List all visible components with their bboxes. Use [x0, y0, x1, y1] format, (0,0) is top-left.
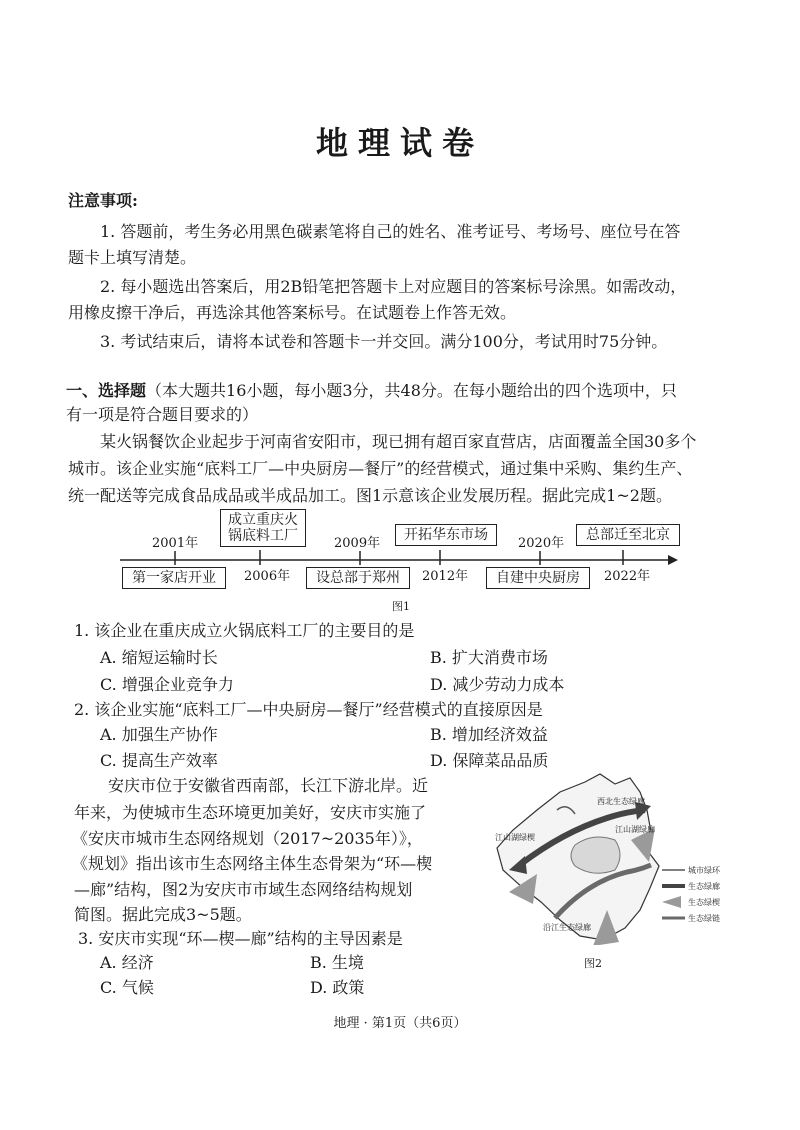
page-footer: 地理 · 第1页（共6页）: [333, 1016, 467, 1031]
legend-eco-wedge: 生态绿楔: [688, 898, 720, 907]
question-3-option-c: C. 气候: [100, 978, 154, 997]
section-description: （本大题共16小题，每小题3分，共48分。在每小题给出的四个选项中，只: [146, 381, 677, 400]
passage-1-line-1: 某火锅餐饮企业起步于河南省安阳市，现已拥有超百家直营店，店面覆盖全国30多个: [100, 432, 697, 451]
event-chongqing-factory: [220, 509, 306, 547]
question-3-option-b: B. 生境: [310, 953, 364, 972]
year-2009: 2009年: [334, 536, 381, 551]
map-label-center: 江山湖绿廊: [615, 825, 655, 834]
figure-1-timeline: [110, 505, 690, 600]
legend-city-ring: 城市绿环: [688, 866, 720, 875]
figure-2-map: [475, 770, 735, 945]
question-2-stem: 2. 该企业实施“底料工厂—中央厨房—餐厅”经营模式的直接原因是: [74, 700, 543, 719]
passage-2-line-5: —廊”结构，图2为安庆市市域生态网络结构规划: [74, 880, 413, 899]
year-2020: 2020年: [518, 536, 565, 551]
notice-item-3: 3. 考试结束后，请将本试卷和答题卡一并交回。满分100分，考试用时75分钟。: [100, 332, 668, 351]
year-2001: 2001年: [152, 536, 199, 551]
question-3-option-a: A. 经济: [100, 953, 154, 972]
figure-1-caption: 图1: [392, 600, 410, 613]
notice-item-2-line-2: 用橡皮擦干净后，再选涂其他答案标号。在试题卷上作答无效。: [68, 303, 517, 322]
passage-2-line-1: 安庆市位于安徽省西南部，长江下游北岸。近: [108, 776, 429, 795]
event-chongqing-factory-line-1: 成立重庆火: [228, 512, 298, 528]
map-label-west: 江山湖绿楔: [495, 833, 535, 842]
event-central-kitchen: 自建中央厨房: [486, 567, 590, 589]
year-2006: 2006年: [244, 569, 291, 584]
question-2-option-b: B. 增加经济效益: [430, 725, 548, 744]
question-2-option-d: D. 保障菜品品质: [430, 751, 549, 770]
question-3-stem: 3. 安庆市实现“环—楔—廊”结构的主导因素是: [78, 929, 403, 948]
passage-2-line-6: 简图。据此完成3~5题。: [74, 905, 252, 924]
notice-heading: 注意事项:: [68, 191, 138, 210]
notice-item-1-line-1: 1. 答题前，考生务必用黑色碳素笔将自己的姓名、准考证号、考场号、座位号在答: [100, 222, 681, 241]
passage-1-line-3: 统一配送等完成食品成品或半成品加工。图1示意该企业发展历程。据此完成1~2题。: [68, 486, 672, 505]
page-title: 地理试卷: [315, 124, 484, 162]
event-east-china-market: 开拓华东市场: [395, 524, 497, 546]
ecological-network-map: [475, 770, 735, 945]
event-first-store: 第一家店开业: [122, 567, 226, 589]
notice-item-2-line-1: 2. 每小题选出答案后，用2B铅笔把答题卡上对应题目的答案标号涂黑。如需改动，: [100, 277, 687, 296]
question-1-option-a: A. 缩短运输时长: [100, 648, 218, 667]
question-2-option-c: C. 提高生产效率: [100, 751, 218, 770]
question-1-option-d: D. 减少劳动力成本: [430, 675, 565, 694]
legend-eco-corridor: 生态绿廊: [688, 882, 720, 891]
section-heading: 一、选择题: [66, 381, 147, 400]
year-2012: 2012年: [422, 569, 469, 584]
passage-2-line-2: 年来，为使城市生态环境更加美好，安庆市实施了: [74, 803, 427, 822]
passage-2-line-4: 《规划》指出该市生态网络主体生态骨架为“环—楔: [72, 854, 433, 873]
event-chongqing-factory-line-2: 锅底料工厂: [228, 528, 298, 544]
notice-item-1-line-2: 题卡上填写清楚。: [68, 248, 197, 267]
legend-eco-chain: 生态绿链: [688, 914, 720, 923]
map-label-north: 西北生态绿廊: [597, 797, 645, 806]
figure-2-caption: 图2: [584, 957, 602, 970]
section-description-line-2: 有一项是符合题目要求的）: [66, 405, 259, 424]
question-1-option-c: C. 增强企业竞争力: [100, 675, 234, 694]
question-2-option-a: A. 加强生产协作: [100, 725, 218, 744]
passage-1-line-2: 城市。该企业实施“底料工厂—中央厨房—餐厅”的经营模式，通过集中采购、集约生产、: [68, 459, 693, 478]
year-2022: 2022年: [604, 569, 651, 584]
question-3-option-d: D. 政策: [310, 978, 365, 997]
event-zhengzhou-hq: 设总部于郑州: [306, 567, 410, 589]
question-1-stem: 1. 该企业在重庆成立火锅底料工厂的主要目的是: [74, 621, 415, 640]
map-label-south: 沿江生态绿廊: [543, 923, 591, 932]
passage-2-line-3: 《安庆市城市生态网络规划（2017~2035年）》，: [72, 829, 423, 848]
event-beijing-hq: 总部迁至北京: [576, 524, 680, 546]
question-1-option-b: B. 扩大消费市场: [430, 648, 548, 667]
